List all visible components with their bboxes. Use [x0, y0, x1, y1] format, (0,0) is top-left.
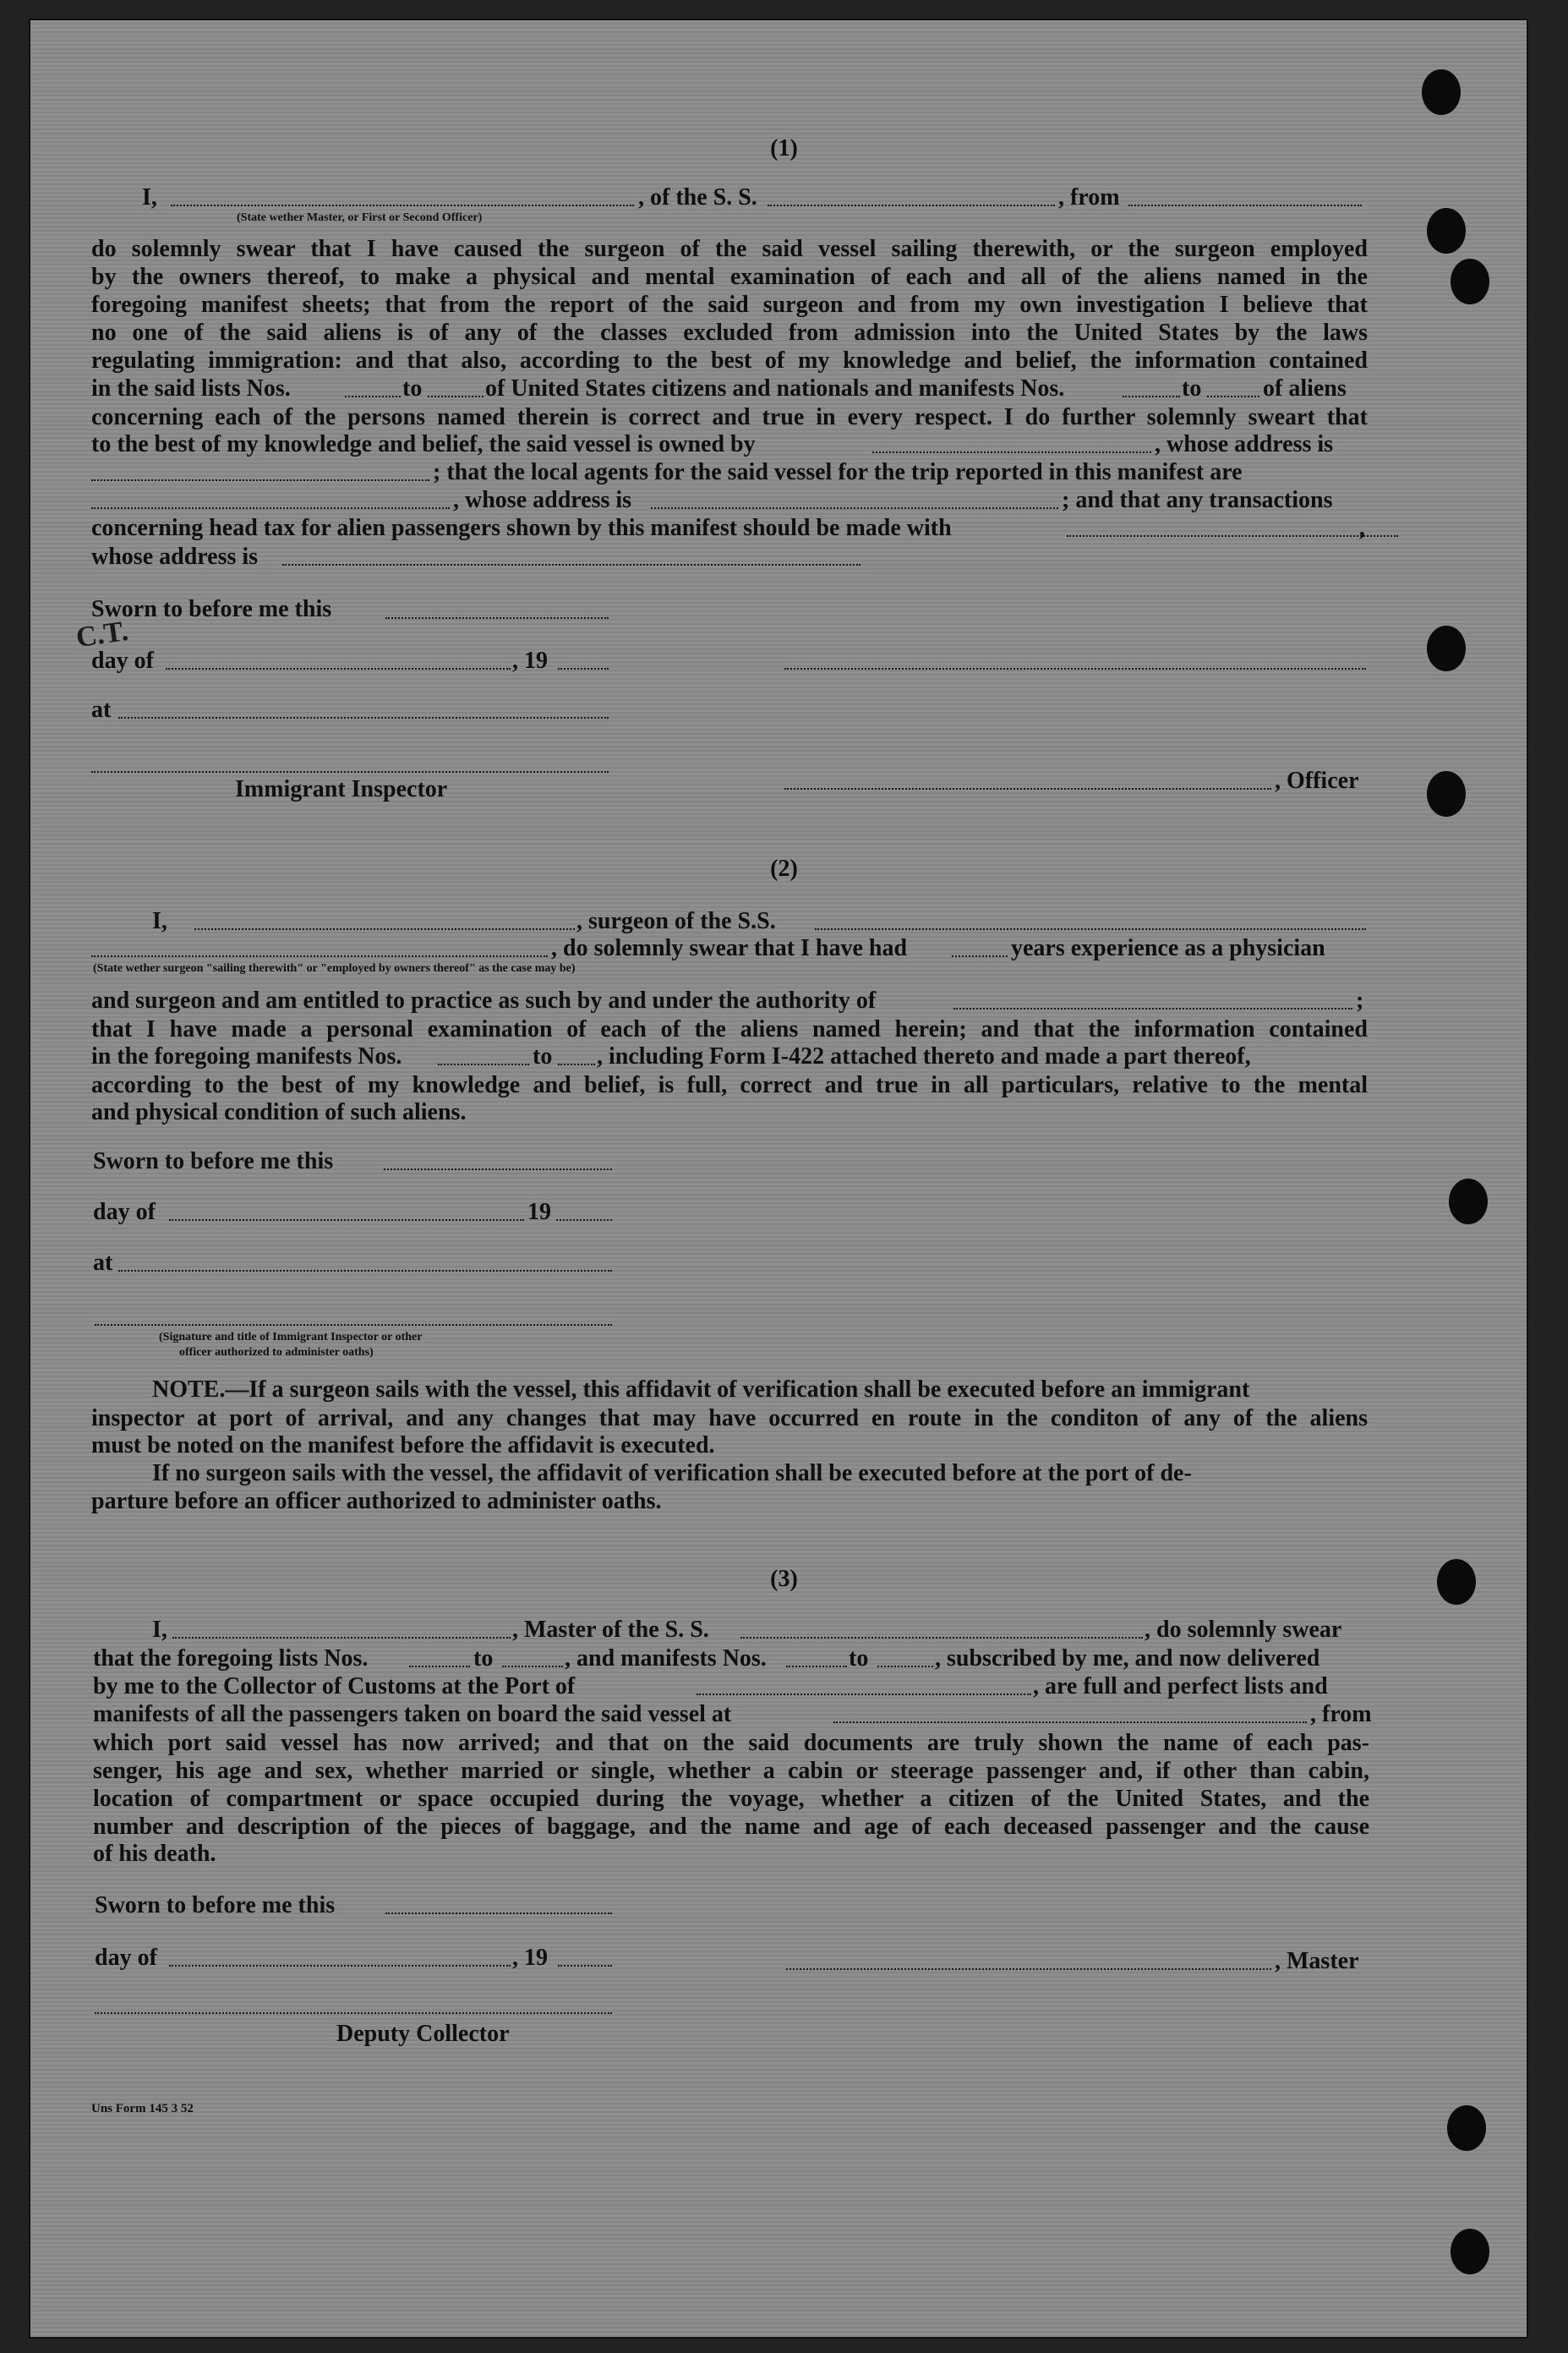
s3-lists-to-field[interactable] — [502, 1666, 563, 1667]
s2-note-line: inspector at port of arrival, and any changes that may have occurred en route in the conditon of any of the aliens — [91, 1405, 1368, 1431]
s1-head-tax-field[interactable] — [1067, 535, 1398, 537]
s1-manifests-to-field[interactable] — [1207, 396, 1259, 397]
s1-at: at — [91, 697, 112, 723]
s3-day-of: day of — [95, 1945, 157, 1971]
s3-lists-nos: that the foregoing lists Nos. — [93, 1645, 369, 1672]
s3-lists-from-field[interactable] — [409, 1666, 470, 1667]
s2-surgeon-name-field[interactable] — [194, 928, 575, 930]
s1-comma: , — [1359, 515, 1365, 541]
s1-manifests-from-field[interactable] — [1123, 396, 1180, 397]
s2-i: I, — [152, 908, 167, 934]
s1-body-line: regulating immigration: and that also, according to the best of my knowledge and belief, the information contained — [91, 347, 1368, 374]
s2-sworn-date-field[interactable] — [384, 1168, 612, 1170]
s3-manifests-from-field[interactable] — [786, 1666, 847, 1667]
s2-note-line: If no surgeon sails with the vessel, the affidavit of verification shall be executed before at the port of de- — [152, 1460, 1192, 1486]
s3-i: I, — [152, 1617, 167, 1643]
s1-sworn: Sworn to before me this — [91, 596, 332, 622]
s3-body-line: senger, his age and sex, whether married or single, whether a cabin or steerage passenger and, if other than cabin, — [93, 1758, 1369, 1784]
section-2-number: (2) — [770, 856, 798, 882]
s1-immigrant-inspector: Immigrant Inspector — [235, 776, 448, 802]
s2-status-field[interactable] — [91, 955, 548, 957]
s1-body-line: by the owners thereof, to make a physical and mental examination of each and all of the aliens named in the — [91, 264, 1368, 290]
s2-hint: (State wether surgeon "sailing therewith" or "employed by owners thereof" as the case may be) — [93, 962, 576, 975]
s2-sig-caption: (Signature and title of Immigrant Inspector or other — [159, 1331, 423, 1343]
s3-body-line: number and description of the pieces of baggage, and the name and age of each deceased passenger and the cause — [93, 1814, 1369, 1840]
s1-stamp-initials: C.T. — [74, 615, 130, 654]
s2-surgeon-of: , surgeon of the S.S. — [576, 908, 776, 934]
s1-agents-address-field[interactable] — [651, 507, 1058, 509]
s3-master-signature-field[interactable] — [786, 1968, 1271, 1970]
s3-vessel-field[interactable] — [740, 1637, 1143, 1639]
s1-of-aliens: of aliens — [1263, 375, 1347, 402]
s1-citizens: of United States citizens and nationals and manifests Nos. — [485, 375, 1065, 402]
s1-officer-line[interactable] — [784, 788, 1271, 790]
s3-year-field[interactable] — [558, 1965, 612, 1967]
binder-hole — [1447, 2105, 1486, 2151]
s1-owned-by: to the best of my knowledge and belief, the said vessel is owned by — [91, 431, 756, 457]
s3-body-last: of his death. — [93, 1841, 216, 1867]
binder-hole — [1427, 626, 1466, 671]
s1-lists-to-field[interactable] — [428, 396, 484, 397]
s2-day-of: day of — [93, 1199, 156, 1225]
s1-owner-address-field[interactable] — [91, 479, 429, 481]
s1-hint: (State wether Master, or First or Second Officer) — [237, 211, 483, 224]
s1-to: to — [402, 375, 423, 402]
s3-from: , from — [1310, 1701, 1372, 1727]
s1-day-of: day of — [91, 648, 154, 674]
s3-day-field[interactable] — [169, 1965, 511, 1967]
s2-authority-field[interactable] — [953, 1008, 1352, 1010]
s2-note-line: parture before an officer authorized to administer oaths. — [91, 1488, 662, 1514]
s1-i: I, — [142, 184, 157, 211]
s3-taken-on-board: manifests of all the passengers taken on board the said vessel at — [93, 1701, 732, 1727]
s3-body-line: which port said vessel has now arrived; and that on the said documents are truly shown the name of each pas- — [93, 1730, 1369, 1756]
section-1-number: (1) — [770, 135, 798, 161]
s3-subscribed: , subscribed by me, and now delivered — [935, 1645, 1320, 1672]
s1-year-field[interactable] — [558, 668, 609, 670]
binder-hole — [1427, 771, 1466, 817]
s1-owner-field[interactable] — [872, 451, 1151, 453]
s2-years-field[interactable] — [952, 955, 1008, 957]
s3-sworn-date-field[interactable] — [385, 1912, 612, 1914]
s2-semicolon: ; — [1356, 988, 1364, 1014]
s2-note-line: NOTE.—If a surgeon sails with the vessel, this affidavit of verification shall be executed before an immigrant — [152, 1376, 1250, 1403]
s1-at-field[interactable] — [118, 717, 609, 719]
binder-hole — [1449, 1179, 1488, 1224]
s3-to2: to — [849, 1645, 869, 1672]
binder-hole — [1427, 208, 1466, 254]
s1-lists-from-field[interactable] — [345, 396, 401, 397]
binder-hole — [1451, 2229, 1489, 2274]
s2-at-field[interactable] — [118, 1270, 612, 1272]
s3-manifests-to-field[interactable] — [877, 1666, 933, 1667]
s1-from-field[interactable] — [1128, 205, 1362, 206]
s1-day-field[interactable] — [166, 668, 511, 670]
s2-signature-line[interactable] — [95, 1324, 612, 1326]
form-number: Uns Form 145 3 52 — [91, 2102, 194, 2115]
s2-authority: and surgeon and am entitled to practice as such by and under the authority of — [91, 988, 877, 1014]
s1-whose-address-3: whose address is — [91, 544, 259, 570]
s1-lists-nos: in the said lists Nos. — [91, 375, 291, 402]
s1-vessel-field[interactable] — [768, 205, 1055, 206]
s3-port-field[interactable] — [697, 1694, 1031, 1695]
s2-solemnly: , do solemnly swear that I have had — [551, 935, 908, 961]
s1-to2: to — [1182, 375, 1202, 402]
s1-whose-address-2: , whose address is — [453, 487, 632, 513]
s1-officer: , Officer — [1275, 768, 1359, 794]
s3-departure-port-field[interactable] — [833, 1721, 1307, 1723]
s3-manifests-nos: , and manifests Nos. — [565, 1645, 767, 1672]
s1-body-line: no one of the said aliens is of any of the classes excluded from admission into the United States by the laws — [91, 320, 1368, 346]
s1-signature-field[interactable] — [784, 668, 1366, 670]
s1-local-agents: ; that the local agents for the said vessel for the trip reported in this manifest are — [433, 459, 1243, 485]
s1-whose-address: , whose address is — [1155, 431, 1334, 457]
s2-sig-caption: officer authorized to administer oaths) — [179, 1346, 374, 1359]
s2-vessel-field[interactable] — [815, 928, 1366, 930]
s2-day-field[interactable] — [169, 1219, 524, 1221]
s1-of-ss: , of the S. S. — [638, 184, 757, 211]
section-3-number: (3) — [770, 1566, 798, 1592]
s3-full-perfect: , are full and perfect lists and — [1033, 1673, 1328, 1699]
s3-solemnly: , do solemnly swear — [1145, 1617, 1342, 1643]
s3-deputy-collector: Deputy Collector — [336, 2021, 510, 2047]
s2-body-last: and physical condition of such aliens. — [91, 1099, 467, 1125]
s2-body-line: according to the best of my knowledge and belief, is full, correct and true in all particulars, relative to the mental — [91, 1072, 1368, 1098]
s1-body-line: do solemnly swear that I have caused the surgeon of the said vessel sailing therewith, or the surgeon employed — [91, 236, 1368, 262]
s3-year: , 19 — [512, 1945, 548, 1971]
binder-hole — [1451, 259, 1489, 304]
s2-manifests-to-field[interactable] — [558, 1064, 595, 1065]
s1-agents-field[interactable] — [91, 507, 450, 509]
s1-from: , from — [1058, 184, 1120, 211]
s2-form-i422: , including Form I-422 attached thereto and made a part thereof, — [597, 1043, 1251, 1070]
s1-body-line: foregoing manifest sheets; that from the report of the said surgeon and from my own investigation I believe that — [91, 292, 1368, 318]
s3-master-name-field[interactable] — [172, 1637, 511, 1639]
s2-year-field[interactable] — [556, 1219, 612, 1221]
s1-transactions: ; and that any transactions — [1062, 487, 1333, 513]
s3-master-of: , Master of the S. S. — [512, 1617, 709, 1643]
s2-sworn: Sworn to before me this — [93, 1148, 334, 1174]
s3-to: to — [473, 1645, 494, 1672]
s2-manifests-from-field[interactable] — [438, 1064, 529, 1065]
s1-head-tax: concerning head tax for alien passengers shown by this manifest should be made with — [91, 515, 952, 541]
s1-body-line: concerning each of the persons named therein is correct and true in every respect. I do further solemnly sweart that — [91, 404, 1368, 430]
s2-body-line: that I have made a personal examination of each of the aliens named herein; and that the information contained — [91, 1016, 1368, 1042]
s3-sworn: Sworn to before me this — [95, 1892, 336, 1918]
s2-to: to — [533, 1043, 553, 1070]
binder-hole — [1422, 69, 1461, 115]
s2-year: 19 — [527, 1199, 551, 1225]
s2-years-experience: years experience as a physician — [1011, 935, 1325, 961]
s1-year: , 19 — [512, 648, 548, 674]
s3-master: , Master — [1275, 1948, 1359, 1974]
s1-head-tax-address-field[interactable] — [282, 564, 860, 566]
s3-deputy-line[interactable] — [95, 2012, 612, 2014]
s1-sworn-date-field[interactable] — [385, 617, 609, 619]
s1-inspector-line[interactable] — [91, 771, 609, 773]
s2-manifests-nos: in the foregoing manifests Nos. — [91, 1043, 402, 1070]
s1-officer-name-field[interactable] — [171, 205, 634, 206]
s2-at: at — [93, 1250, 113, 1276]
s3-body-line: location of compartment or space occupied during the voyage, whether a citizen of the United States, and the — [93, 1786, 1369, 1812]
s2-note-line: must be noted on the manifest before the affidavit is executed. — [91, 1432, 715, 1458]
s3-port-of: by me to the Collector of Customs at the Port of — [93, 1673, 576, 1699]
